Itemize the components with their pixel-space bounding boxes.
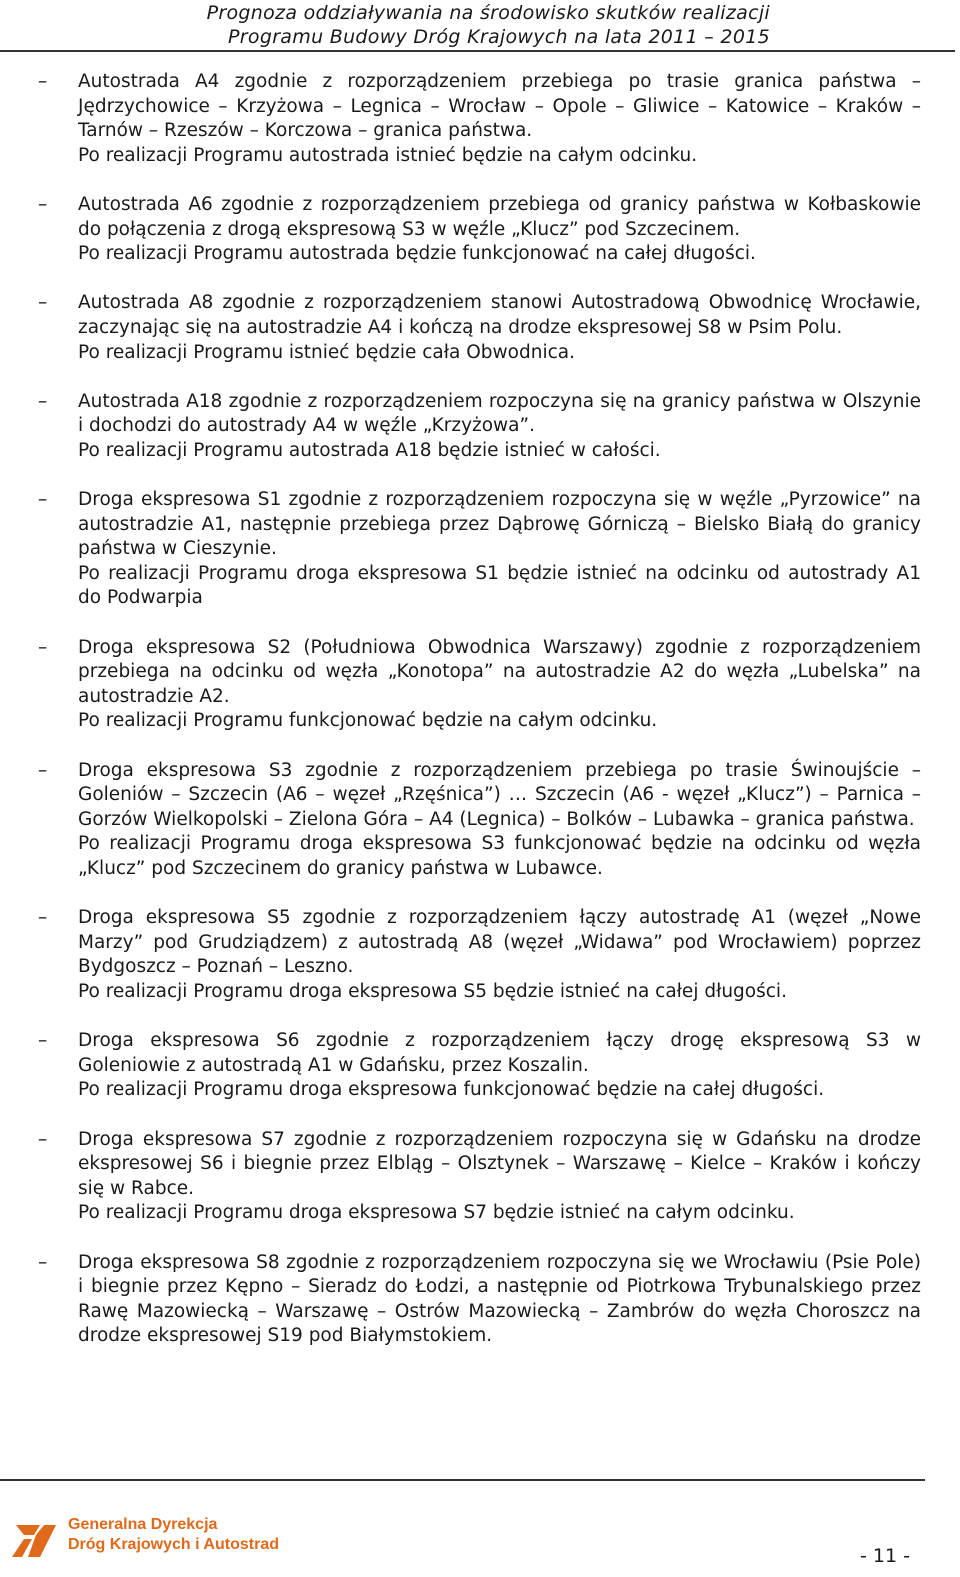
road-status: Po realizacji Programu droga ekspresowa S3 funkcjonować będzie na odcinku od węzła „Klucz” pod Szczecinem do granicy państwa w Lubawce.	[78, 833, 921, 879]
list-item	[0, 70, 960, 168]
list-bullet: –	[38, 292, 48, 314]
list-item	[0, 636, 960, 734]
road-status: Po realizacji Programu droga ekspresowa funkcjonować będzie na całej długości.	[78, 1079, 825, 1101]
road-description: Droga ekspresowa S8 zgodnie z rozporządzeniem rozpoczyna się we Wrocławiu (Psie Pole) i biegnie przez Kępno – Sieradz do Łodzi, a następnie od Piotrkowa Trybunalskiego przez Rawę Mazowiecką – Warszawę – Ostrów Mazowiecką – Zambrów do węzła Choroszcz na drodze ekspresowej S19 pod Białymstokiem.	[78, 1251, 921, 1347]
road-description: Droga ekspresowa S2 (Południowa Obwodnica Warszawy) zgodnie z rozporządzeniem przebiega na odcinku od węzła „Konotopa” na autostradzie A2 do węzła „Lubelska” na autostradzie A2.	[78, 636, 921, 707]
list-bullet: –	[38, 193, 48, 215]
gddkia-logo	[10, 1513, 310, 1563]
list-bullet: –	[38, 759, 48, 781]
gddkia-logo-text	[68, 1515, 279, 1555]
header-divider	[0, 50, 955, 52]
logo-text-line-2: Dróg Krajowych i Autostrad	[68, 1536, 279, 1553]
road-description: Droga ekspresowa S1 zgodnie z rozporządzeniem rozpoczyna się w węźle „Pyrzowice” na autostradzie A1, następnie przebiega przez Dąbrowę Górniczą – Bielsko Białą do granicy państwa w Cieszynie.	[78, 489, 921, 560]
list-item	[0, 390, 960, 464]
road-description: Autostrada A18 zgodnie z rozporządzeniem rozpoczyna się na granicy państwa w Olszynie i dochodzi do autostrady A4 w węźle „Krzyżowa”.	[78, 390, 921, 437]
road-status: Po realizacji Programu funkcjonować będzie na całym odcinku.	[78, 710, 658, 732]
road-description: Droga ekspresowa S3 zgodnie z rozporządzeniem przebiega po trasie Świnoujście – Goleniów – Szczecin (A6 – węzeł „Rzęśnica”) … Szczecin (A6 - węzeł „Klucz”) – Parnica – Gorzów Wielkopolski – Zielona Góra – A4 (Legnica) – Bolków – Lubawka – granica państwa.	[78, 759, 921, 830]
road-description: Droga ekspresowa S6 zgodnie z rozporządzeniem łączy drogę ekspresową S3 w Goleniowie z autostradą A1 w Gdańsku, przez Koszalin.	[78, 1030, 921, 1076]
road-description: Autostrada A4 zgodnie z rozporządzeniem przebiega po trasie granica państwa – Jędrzychowice – Krzyżowa – Legnica – Wrocław – Opole – Gliwice – Katowice – Kraków – Tarnów – Rzeszów – Korczowa – granica państwa.	[78, 71, 921, 142]
list-bullet: –	[38, 390, 48, 412]
road-status: Po realizacji Programu autostrada istnieć będzie na całym odcinku.	[78, 144, 698, 166]
gddkia-logo-icon	[10, 1517, 60, 1561]
list-bullet: –	[38, 489, 48, 511]
header-title-line-1: Prognoza oddziaływania na środowisko skutków realizacji	[206, 2, 770, 24]
list-item	[0, 759, 960, 882]
road-status: Po realizacji Programu autostrada będzie funkcjonować na całej długości.	[78, 243, 756, 265]
list-bullet: –	[38, 1030, 48, 1052]
road-status: Po realizacji Programu istnieć będzie cała Obwodnica.	[78, 341, 575, 363]
road-description: Autostrada A8 zgodnie z rozporządzeniem stanowi Autostradową Obwodnicę Wrocławie, zaczynając się na autostradzie A4 i kończą na drodze ekspresowej S8 w Psim Polu.	[78, 292, 921, 338]
road-list	[0, 70, 960, 1373]
list-item	[0, 1251, 960, 1349]
logo-text-line-1: Generalna Dyrekcja	[68, 1516, 218, 1533]
road-status: Po realizacji Programu droga ekspresowa S7 będzie istnieć na całym odcinku.	[78, 1202, 795, 1224]
page-header	[0, 0, 960, 52]
list-item	[0, 1029, 960, 1103]
list-item	[0, 1128, 960, 1226]
road-description: Droga ekspresowa S5 zgodnie z rozporządzeniem łączy autostradę A1 (węzeł „Nowe Marzy” pod Grudziądzem) z autostradą A8 (węzeł „Widawa” pod Wrocławiem) poprzez Bydgoszcz – Poznań – Leszno.	[78, 907, 921, 978]
page-number: - 11 -	[860, 1545, 910, 1567]
list-item	[0, 906, 960, 1004]
list-item	[0, 291, 960, 365]
road-description: Autostrada A6 zgodnie z rozporządzeniem przebiega od granicy państwa w Kołbaskowie do połączenia z drogą ekspresową S3 w węźle „Klucz” pod Szczecinem.	[78, 193, 921, 240]
road-status: Po realizacji Programu droga ekspresowa S5 będzie istnieć na całej długości.	[78, 980, 787, 1002]
road-status: Po realizacji Programu autostrada A18 będzie istnieć w całości.	[78, 439, 661, 461]
list-item	[0, 488, 960, 611]
road-description: Droga ekspresowa S7 zgodnie z rozporządzeniem rozpoczyna się w Gdańsku na drodze ekspresowej S6 i biegnie przez Elbląg – Olsztynek – Warszawę – Kielce – Kraków i kończy się w Rabce.	[78, 1128, 921, 1199]
road-status: Po realizacji Programu droga ekspresowa S1 będzie istnieć na odcinku od autostrady A1 do Podwarpia	[78, 562, 921, 609]
list-bullet: –	[38, 907, 48, 929]
list-item	[0, 193, 960, 267]
list-bullet: –	[38, 71, 48, 92]
footer-divider	[0, 1479, 925, 1481]
list-bullet: –	[38, 636, 48, 658]
list-bullet: –	[38, 1251, 48, 1273]
list-bullet: –	[38, 1128, 48, 1150]
header-title-line-2: Programu Budowy Dróg Krajowych na lata 2011 – 2015	[228, 26, 770, 48]
